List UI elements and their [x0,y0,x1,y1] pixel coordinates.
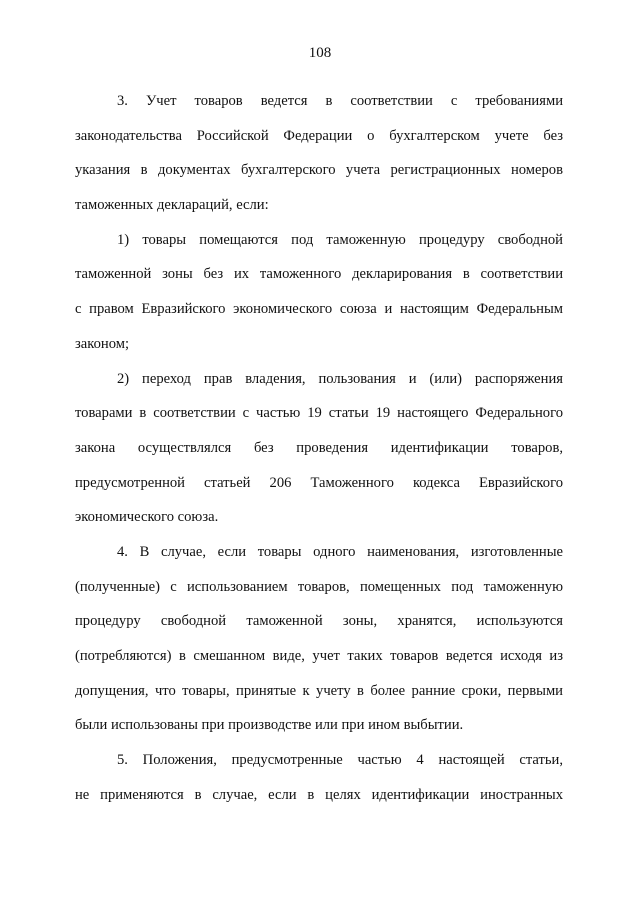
text-line: 3. Учет товаров ведется в соответствии с требованиями [117,93,563,109]
text-line: допущения, что товары, принятые к учету в более ранние сроки, первыми [75,682,563,699]
text-line: предусмотренной статьей 206 Таможенного кодекса Евразийского [75,474,563,491]
paragraph-3-item-1 [75,223,563,362]
text-line: (полученные) с использованием товаров, помещенных под таможенную [75,578,563,595]
text-line: 5. Положения, предусмотренные частью 4 настоящей статьи, [117,752,563,769]
document-body [75,84,563,812]
text-line: законодательства Российской Федерации о бухгалтерском учете без [75,127,563,144]
paragraph-3 [75,84,563,223]
text-line: (потребляются) в смешанном виде, учет таких товаров ведется исходя из [75,648,563,664]
text-line: товарами в соответствии с частью 19 статьи 19 настоящего Федерального [75,405,563,422]
paragraph-5 [75,743,563,812]
text-line: были использованы при производстве или при ином выбытии. [75,717,464,734]
text-line: с правом Евразийского экономического союза и настоящим Федеральным [75,301,563,318]
text-line: не применяются в случае, если в целях идентификации иностранных [75,786,563,803]
text-line: 4. В случае, если товары одного наименования, изготовленные [117,543,563,560]
text-line: законом; [75,335,130,352]
text-line: таможенных деклараций, если: [75,197,269,214]
text-line: закона осуществлялся без проведения идентификации товаров, [75,439,563,456]
text-line: экономического союза. [75,509,219,526]
page-number: 108 [308,45,332,61]
text-line: процедуру свободной таможенной зоны, хранятся, используются [75,613,563,630]
text-line: 2) переход прав владения, пользования и (или) распоряжения [117,370,563,387]
text-line: указания в документах бухгалтерского учета регистрационных номеров [75,162,563,179]
text-line: таможенной зоны без их таможенного декларирования в соответствии [75,266,563,283]
paragraph-4 [75,535,563,743]
paragraph-3-item-2 [75,362,563,535]
text-line: 1) товары помещаются под таможенную процедуру свободной [117,231,563,248]
